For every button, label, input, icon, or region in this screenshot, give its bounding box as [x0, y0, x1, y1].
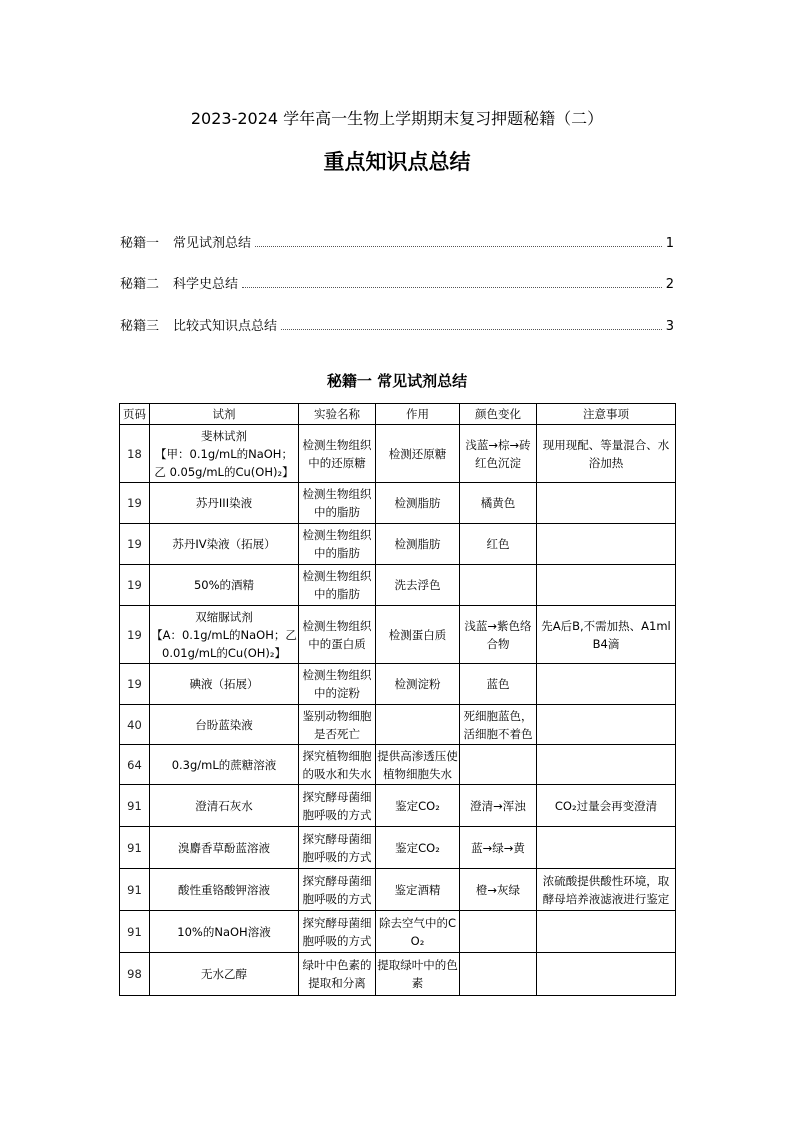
cell-color-change: 红色 [460, 524, 537, 565]
toc-title: 比较式知识点总结 [173, 319, 278, 334]
reagent-table [119, 403, 676, 996]
cell-notes: 浓硫酸提供酸性环境，取酵母培养液滤液进行鉴定 [537, 869, 676, 911]
cell-experiment: 探究酵母菌细胞呼吸的方式 [299, 785, 376, 827]
cell-reagent: 50%的酒精 [150, 565, 299, 606]
cell-page: 91 [120, 911, 150, 953]
toc-entry[interactable] [120, 272, 674, 292]
header-color-change: 颜色变化 [460, 404, 537, 425]
cell-function: 洗去浮色 [376, 565, 460, 606]
cell-notes: 现用现配、等量混合、水浴加热 [537, 425, 676, 483]
cell-experiment: 探究酵母菌细胞呼吸的方式 [299, 827, 376, 869]
cell-reagent: 溴麝香草酚蓝溶液 [150, 827, 299, 869]
header-experiment: 实验名称 [299, 404, 376, 425]
cell-color-change: 死细胞蓝色，活细胞不着色 [460, 705, 537, 745]
cell-experiment: 检测生物组织中的脂肪 [299, 565, 376, 606]
cell-function: 提供高渗透压使植物细胞失水 [376, 745, 460, 785]
cell-notes [537, 565, 676, 606]
cell-reagent: 双缩脲试剂 【A：0.1g/mL的NaOH；乙 0.01g/mL的Cu(OH)₂】 [150, 606, 299, 664]
table-row [120, 524, 676, 565]
document-title: 2023-2024 学年高一生物上学期期末复习押题秘籍（二） [190, 109, 604, 128]
table-row [120, 425, 676, 483]
table-row [120, 827, 676, 869]
cell-function: 检测淀粉 [376, 664, 460, 705]
cell-reagent: 澄清石灰水 [150, 785, 299, 827]
cell-function: 除去空气中的CO₂ [376, 911, 460, 953]
cell-notes [537, 664, 676, 705]
table-row [120, 565, 676, 606]
cell-page: 18 [120, 425, 150, 483]
cell-page: 91 [120, 869, 150, 911]
cell-reagent: 斐林试剂 【甲：0.1g/mL的NaOH；乙 0.05g/mL的Cu(OH)₂】 [150, 425, 299, 483]
table-row [120, 953, 676, 996]
header-notes: 注意事项 [537, 404, 676, 425]
cell-experiment: 探究酵母菌细胞呼吸的方式 [299, 869, 376, 911]
cell-page: 64 [120, 745, 150, 785]
cell-experiment: 检测生物组织中的脂肪 [299, 524, 376, 565]
toc-page-number: 1 [665, 236, 674, 251]
cell-color-change: 澄清→浑浊 [460, 785, 537, 827]
toc-leader-dots [242, 287, 662, 288]
toc-section: 秘籍一 [120, 236, 160, 251]
toc-section: 秘籍三 [120, 319, 160, 334]
toc-entry[interactable] [120, 231, 674, 251]
cell-notes [537, 745, 676, 785]
cell-experiment: 探究酵母菌细胞呼吸的方式 [299, 911, 376, 953]
toc-title: 科学史总结 [173, 277, 239, 292]
table-row [120, 606, 676, 664]
table-row [120, 785, 676, 827]
cell-color-change: 浅蓝→棕→砖红色沉淀 [460, 425, 537, 483]
cell-function: 鉴定CO₂ [376, 827, 460, 869]
cell-color-change: 浅蓝→紫色络合物 [460, 606, 537, 664]
cell-reagent: 酸性重铬酸钾溶液 [150, 869, 299, 911]
cell-notes [537, 483, 676, 524]
table-row [120, 483, 676, 524]
table-row [120, 911, 676, 953]
cell-page: 19 [120, 664, 150, 705]
cell-color-change: 蓝→绿→黄 [460, 827, 537, 869]
toc-entry[interactable] [120, 314, 674, 334]
table-row [120, 869, 676, 911]
cell-reagent: 10%的NaOH溶液 [150, 911, 299, 953]
cell-page: 98 [120, 953, 150, 996]
document-subtitle: 重点知识点总结 [323, 150, 471, 174]
table-header-row [120, 404, 676, 425]
cell-page: 19 [120, 483, 150, 524]
cell-reagent: 0.3g/mL的蔗糖溶液 [150, 745, 299, 785]
cell-function: 鉴定酒精 [376, 869, 460, 911]
cell-reagent: 苏丹IV染液（拓展） [150, 524, 299, 565]
cell-experiment: 鉴别动物细胞是否死亡 [299, 705, 376, 745]
cell-notes: CO₂过量会再变澄清 [537, 785, 676, 827]
cell-color-change: 蓝色 [460, 664, 537, 705]
toc-leader-dots [255, 246, 662, 247]
cell-function: 提取绿叶中的色素 [376, 953, 460, 996]
cell-page: 91 [120, 785, 150, 827]
header-function: 作用 [376, 404, 460, 425]
cell-color-change: 橘黄色 [460, 483, 537, 524]
cell-color-change [460, 745, 537, 785]
cell-function: 检测脂肪 [376, 483, 460, 524]
cell-notes: 先A后B,不需加热、A1mlB4滴 [537, 606, 676, 664]
cell-notes [537, 524, 676, 565]
toc-page-number: 3 [665, 319, 674, 334]
toc-leader-dots [281, 329, 662, 330]
cell-notes [537, 911, 676, 953]
table-row [120, 664, 676, 705]
header-reagent: 试剂 [150, 404, 299, 425]
cell-experiment: 检测生物组织中的淀粉 [299, 664, 376, 705]
cell-page: 19 [120, 606, 150, 664]
cell-experiment: 检测生物组织中的还原糖 [299, 425, 376, 483]
cell-page: 91 [120, 827, 150, 869]
header-page: 页码 [120, 404, 150, 425]
toc-page-number: 2 [665, 277, 674, 292]
cell-reagent: 台盼蓝染液 [150, 705, 299, 745]
cell-notes [537, 827, 676, 869]
cell-experiment: 探究植物细胞的吸水和失水 [299, 745, 376, 785]
cell-function [376, 705, 460, 745]
cell-function: 检测还原糖 [376, 425, 460, 483]
cell-reagent: 无水乙醇 [150, 953, 299, 996]
cell-notes [537, 705, 676, 745]
table-row [120, 745, 676, 785]
cell-function: 检测脂肪 [376, 524, 460, 565]
cell-color-change [460, 953, 537, 996]
cell-experiment: 绿叶中色素的提取和分离 [299, 953, 376, 996]
cell-reagent: 苏丹III染液 [150, 483, 299, 524]
toc-title: 常见试剂总结 [173, 236, 252, 251]
table-row [120, 705, 676, 745]
toc-section: 秘籍二 [120, 277, 160, 292]
cell-function: 检测蛋白质 [376, 606, 460, 664]
cell-reagent: 碘液（拓展） [150, 664, 299, 705]
cell-color-change [460, 565, 537, 606]
cell-function: 鉴定CO₂ [376, 785, 460, 827]
cell-color-change: 橙→灰绿 [460, 869, 537, 911]
cell-page: 40 [120, 705, 150, 745]
cell-notes [537, 953, 676, 996]
cell-page: 19 [120, 524, 150, 565]
cell-experiment: 检测生物组织中的脂肪 [299, 483, 376, 524]
cell-color-change [460, 911, 537, 953]
cell-experiment: 检测生物组织中的蛋白质 [299, 606, 376, 664]
section-title: 秘籍一 常见试剂总结 [326, 372, 468, 390]
cell-page: 19 [120, 565, 150, 606]
